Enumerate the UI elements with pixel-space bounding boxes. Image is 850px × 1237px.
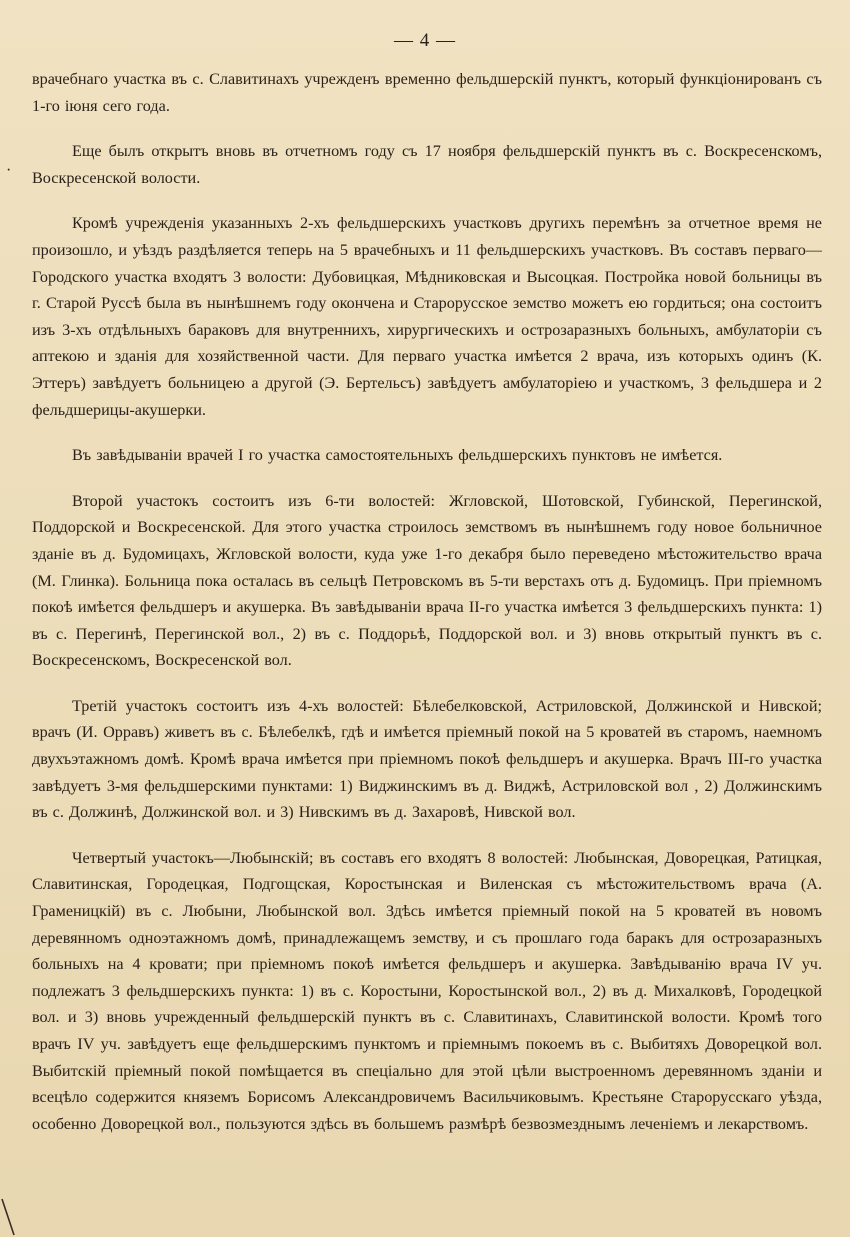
page-number: — 4 — (394, 30, 456, 51)
paragraph-2: Еще былъ открытъ вновь въ отчетномъ году съ 17 ноября фельдшерскій пунктъ въ с. Воскресенскомъ, Воскресенской волости. (32, 142, 822, 187)
paragraph-4: Въ завѣдываніи врачей I го участка самостоятельныхъ фельдшерскихъ пунктовъ не имѣется. (72, 446, 723, 465)
body-text (32, 66, 822, 1156)
corner-scratch (0, 1197, 22, 1237)
paragraph-3: Кромѣ учрежденія указанныхъ 2-хъ фельдшерскихъ участковъ другихъ перемѣнъ за отчетное время не произошло, и уѣздъ раздѣляется теперь на 5 врачебныхъ и 11 фельдшерскихъ участковъ. Въ составъ перваго—Городского участка входятъ 3 волости: Дубовицкая, Мѣдниковская и Высоцкая. Постройка новой больницы въ г. Старой Руссѣ была въ нынѣшнемъ году окончена и Старорусское земство можетъ ею гордиться; она состоитъ изъ 3-хъ отдѣльныхъ бараковъ для внутреннихъ, хирургическихъ и острозаразныхъ больныхъ, амбулаторіи съ аптекою и зданія для хозяйственной части. Для перваго участка имѣется 2 врача, изъ которыхъ одинъ (К. Эттеръ) завѣдуетъ больницею а другой (Э. Бертельсъ) завѣдуетъ амбулаторіею и участкомъ, 3 фельдшера и 2 фельдшерицы-акушерки. (32, 214, 822, 419)
paragraph-6: Третій участокъ состоитъ изъ 4-хъ волостей: Бѣлебелковской, Астриловской, Должинской и Нивской; врачъ (И. Орравъ) живетъ въ с. Бѣлебелкѣ, гдѣ и имѣется пріемный покой на 5 кроватей въ старомъ, наемномъ двухъэтажномъ домѣ. Кромѣ врача имѣется при пріемномъ покоѣ фельдшеръ и акушерка. Врачъ III-го участка завѣдуетъ 3-мя фельдшерскими пунктами: 1) Виджинскимъ въ д. Виджѣ, Астриловской вол , 2) Должинскимъ въ с. Должинѣ, Должинской вол. и 3) Нивскимъ въ д. Захаровѣ, Нивской вол. (32, 696, 822, 822)
paragraph-5: Второй участокъ состоитъ изъ 6-ти волостей: Жгловской, Шотовской, Губинской, Перегинской, Поддорской и Воскресенской. Для этого участка строилось земствомъ въ нынѣшнемъ году новое больничное зданіе въ д. Будомицахъ, Жгловской волости, куда уже 1-го декабря было переведено мѣстожительство врача (М. Глинка). Больница пока осталась въ сельцѣ Петровскомъ въ 5-ти верстахъ отъ д. Будомицъ. При пріемномъ покоѣ имѣется фельдшеръ и акушерка. Въ завѣдываніи врача II-го участка имѣется 3 фельдшерскихъ пункта: 1) въ с. Перегинѣ, Перегинской вол., 2) въ с. Поддорьѣ, Поддорской вол. и 3) вновь открытый пунктъ въ с. Воскресенскомъ, Воскресенской вол. (32, 491, 822, 670)
paragraph-7: Четвертый участокъ—Любынскій; въ составъ его входятъ 8 волостей: Любынская, Доворецкая, Ратицкая, Славитинская, Городецкая, Подгощская, Коростынская и Виленская съ мѣстожительствомъ врача (А. Граменицкій) въ с. Любыни, Любынской вол. Здѣсь имѣется пріемный покой на 5 кроватей въ новомъ деревянномъ одноэтажномъ домѣ, принадлежащемъ земству, и съ прошлаго года баракъ для острозаразныхъ больныхъ на 4 кровати; при пріемномъ покоѣ имѣется фельдшеръ и акушерка. Завѣдыванію врача IV уч. подлежатъ 3 фельдшерскихъ пункта: 1) въ с. Коростыни, Коростынской вол., 2) въ д. Михалковѣ, Городецкой вол. и 3) вновь учрежденный фельдшерскій пунктъ въ с. Славитинахъ, Славитинской волости. Кромѣ того врачъ IV уч. завѣдуетъ еще фельдшерскимъ пунктомъ и пріемнымъ покоемъ въ с. Выбитяхъ Доворецкой вол. Выбитскій пріемный покой помѣщается въ спеціально для этой цѣли выстроенномъ деревянномъ зданіи и всецѣло содержится княземъ Борисомъ Александровичемъ Васильчиковымъ. Крестьяне Старорусскаго уѣзда, особенно Доворецкой вол., пользуются здѣсь въ большемъ размѣрѣ безвозмезднымъ леченіемъ и лекарствомъ. (32, 848, 822, 1133)
margin-mark: · (6, 162, 12, 179)
paragraph-1: врачебнаго участка въ с. Славитинахъ учрежденъ временно фельдшерскій пунктъ, который функціонированъ съ 1-го іюня сего года. (32, 70, 822, 115)
